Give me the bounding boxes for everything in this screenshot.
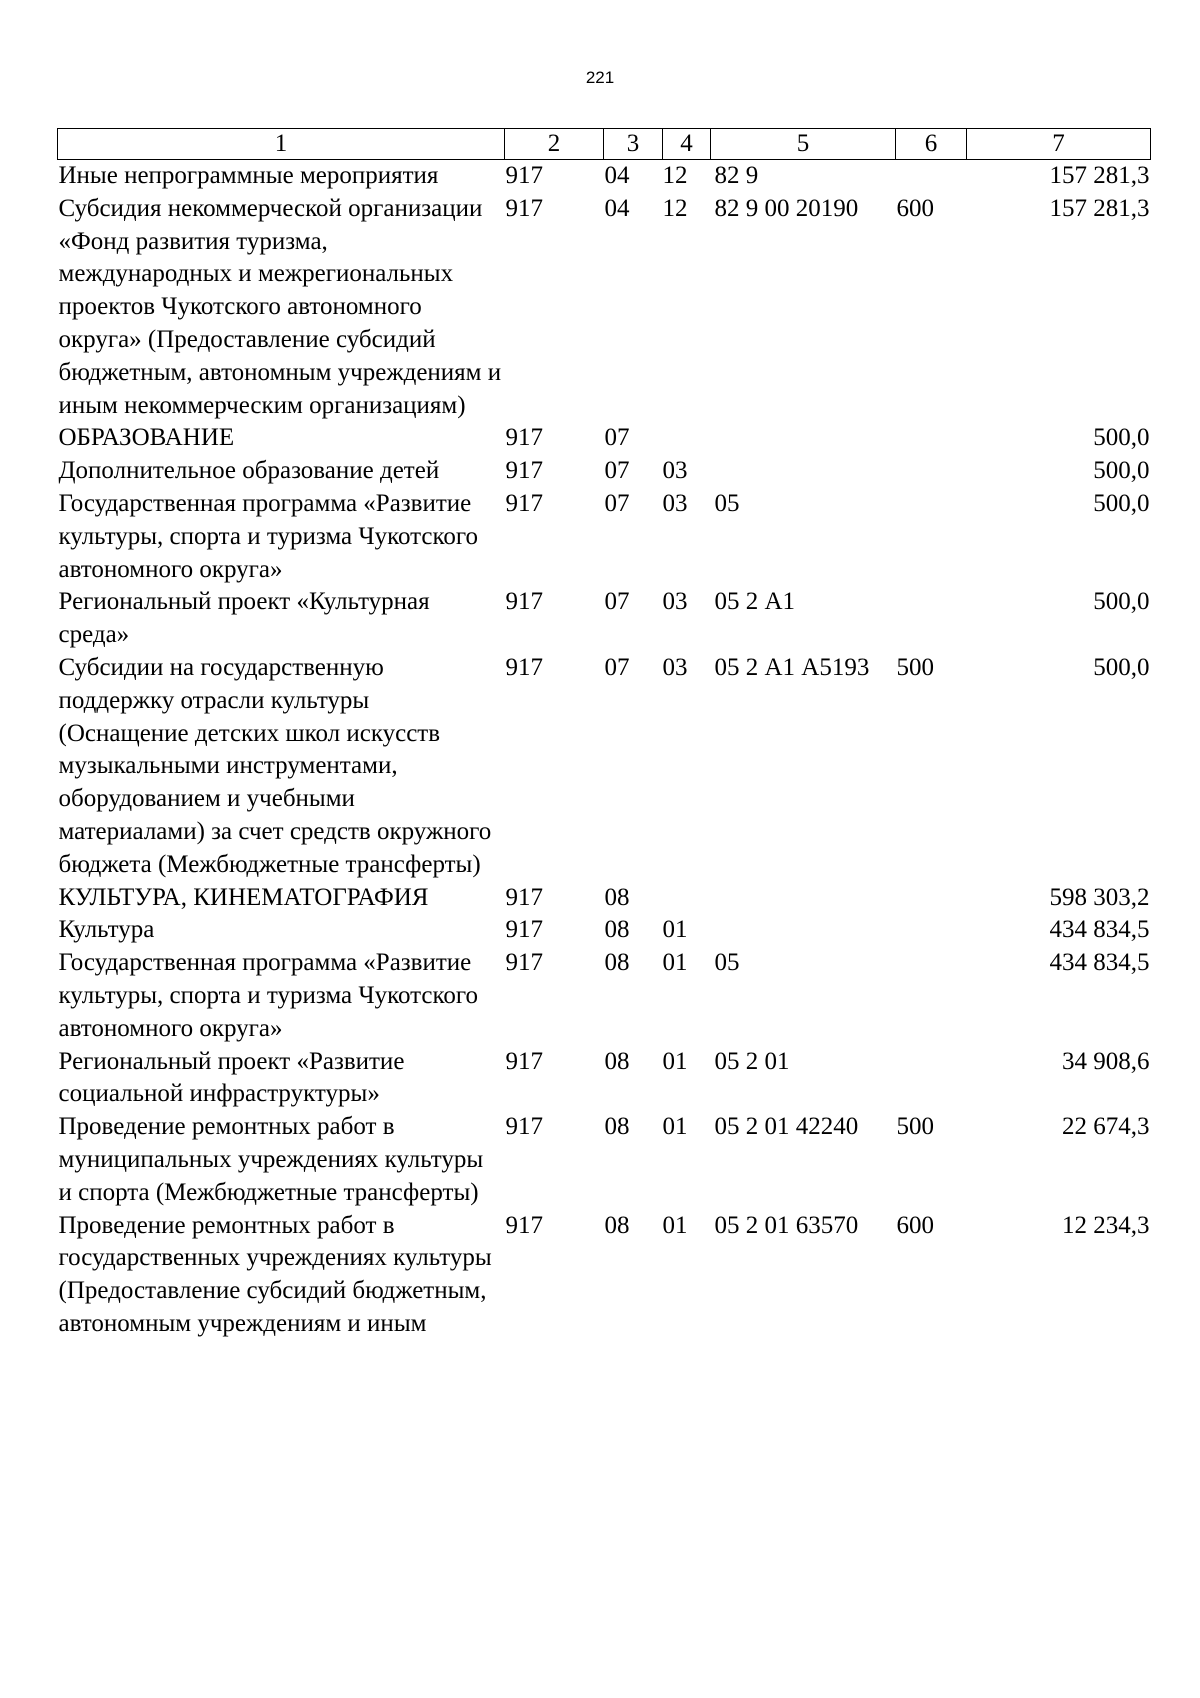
row-target-article: 82 9 bbox=[714, 162, 759, 189]
row-section: 08 bbox=[604, 1047, 630, 1075]
row-section: 08 bbox=[604, 949, 630, 977]
row-name: Региональный проект «Культурная среда» bbox=[58, 588, 430, 649]
row-subsection bbox=[663, 882, 711, 915]
row-subsection: 01 bbox=[662, 916, 688, 944]
row-subsection bbox=[663, 422, 711, 455]
row-target-article: 05 2 01 63570 bbox=[714, 1211, 859, 1239]
row-expense-type bbox=[896, 1046, 967, 1112]
row-name: КУЛЬТУРА, КИНЕМАТОГРАФИЯ bbox=[58, 883, 429, 911]
row-section: 08 bbox=[604, 1113, 630, 1141]
row-subsection: 01 bbox=[662, 1047, 688, 1075]
row-expense-type bbox=[896, 586, 967, 652]
row-amount: 500,0 bbox=[1093, 457, 1150, 485]
row-expense-type bbox=[896, 882, 967, 915]
row-section: 08 bbox=[604, 1211, 630, 1239]
table-row bbox=[58, 586, 1151, 652]
row-subsection: 03 bbox=[662, 457, 688, 485]
row-subsection: 03 bbox=[662, 489, 688, 517]
table-row bbox=[58, 193, 1151, 423]
row-target-article: 05 bbox=[714, 949, 740, 977]
header-col-2: 2 bbox=[505, 129, 604, 160]
table-header bbox=[58, 129, 1151, 160]
row-target-article: 82 9 00 20190 bbox=[714, 194, 859, 222]
row-target-article bbox=[711, 422, 896, 455]
row-name: ОБРАЗОВАНИЕ bbox=[58, 424, 235, 452]
row-name: Региональный проект «Развитие социальной инфраструктуры» bbox=[58, 1047, 405, 1108]
table-row bbox=[58, 488, 1151, 586]
row-target-article: 05 2 А1 А5193 bbox=[714, 653, 870, 681]
row-admin-code: 917 bbox=[505, 1047, 543, 1075]
table-row bbox=[58, 947, 1151, 1045]
table-row bbox=[58, 160, 1151, 193]
row-amount: 434 834,5 bbox=[1049, 916, 1150, 944]
row-section: 07 bbox=[604, 489, 630, 517]
header-col-7: 7 bbox=[967, 129, 1151, 160]
row-subsection: 12 bbox=[662, 162, 688, 189]
row-target-article: 05 2 А1 bbox=[714, 588, 796, 616]
row-amount: 12 234,3 bbox=[1062, 1211, 1150, 1239]
row-expense-type bbox=[896, 947, 967, 1045]
row-subsection: 12 bbox=[662, 194, 688, 222]
row-amount: 157 281,3 bbox=[1049, 194, 1150, 222]
row-target-article: 05 bbox=[714, 489, 740, 517]
table-row bbox=[58, 652, 1151, 882]
row-target-article bbox=[711, 455, 896, 488]
row-target-article bbox=[711, 914, 896, 947]
row-amount: 434 834,5 bbox=[1049, 949, 1150, 977]
header-col-6: 6 bbox=[896, 129, 967, 160]
row-amount: 500,0 bbox=[1093, 588, 1150, 616]
row-amount: 500,0 bbox=[1093, 653, 1150, 681]
row-subsection: 03 bbox=[662, 653, 688, 681]
row-admin-code: 917 bbox=[505, 916, 543, 944]
row-expense-type bbox=[896, 455, 967, 488]
header-col-3: 3 bbox=[604, 129, 663, 160]
row-name: Дополнительное образование детей bbox=[58, 457, 440, 485]
row-admin-code: 917 bbox=[505, 1113, 543, 1141]
row-admin-code: 917 bbox=[505, 949, 543, 977]
header-col-4: 4 bbox=[663, 129, 711, 160]
budget-table bbox=[57, 128, 1151, 1341]
row-name: Проведение ремонтных работ в государственных учреждениях культуры (Предоставление субсидий бюджетным, автономным учреждениям и иным bbox=[58, 1211, 492, 1337]
row-amount: 598 303,2 bbox=[1049, 883, 1150, 911]
row-subsection: 01 bbox=[662, 1113, 688, 1141]
row-expense-type: 500 bbox=[896, 653, 934, 681]
row-expense-type bbox=[896, 914, 967, 947]
row-expense-type bbox=[896, 422, 967, 455]
row-expense-type: 500 bbox=[896, 1113, 934, 1141]
header-col-5: 5 bbox=[711, 129, 896, 160]
row-section: 08 bbox=[604, 916, 630, 944]
row-admin-code: 917 bbox=[505, 588, 543, 616]
row-section: 07 bbox=[604, 424, 630, 452]
row-expense-type bbox=[896, 488, 967, 586]
row-name: Государственная программа «Развитие культуры, спорта и туризма Чукотского автономного округа» bbox=[58, 489, 478, 583]
row-name: Государственная программа «Развитие культуры, спорта и туризма Чукотского автономного округа» bbox=[58, 949, 478, 1042]
header-row bbox=[58, 129, 1151, 160]
row-section: 07 bbox=[604, 457, 630, 485]
row-amount: 157 281,3 bbox=[1049, 162, 1150, 189]
header-col-1: 1 bbox=[58, 129, 505, 160]
table-row bbox=[58, 882, 1151, 915]
row-section: 04 bbox=[604, 162, 630, 189]
row-name: Субсидия некоммерческой организации «Фонд развития туризма, международных и межрегиональных проектов Чукотского автономного округа» (Предоставление субсидий бюджетным, автономным учреждениям и иным некоммерческим организациям) bbox=[58, 194, 502, 419]
row-expense-type bbox=[896, 160, 967, 193]
table-row bbox=[58, 1046, 1151, 1112]
row-admin-code: 917 bbox=[505, 162, 543, 189]
row-amount: 22 674,3 bbox=[1062, 1113, 1150, 1141]
row-name: Иные непрограммные мероприятия bbox=[58, 162, 439, 189]
row-section: 07 bbox=[604, 588, 630, 616]
row-admin-code: 917 bbox=[505, 457, 543, 485]
row-name: Культура bbox=[58, 916, 155, 944]
row-amount: 500,0 bbox=[1093, 424, 1150, 452]
row-admin-code: 917 bbox=[505, 424, 543, 452]
row-name: Субсидии на государственную поддержку отрасли культуры (Оснащение детских школ искусств музыкальными инструментами, оборудованием и учебными материалами) за счет средств окружного бюджета (Межбюджетные трансферты) bbox=[58, 653, 492, 878]
table-row bbox=[58, 914, 1151, 947]
row-target-article bbox=[711, 882, 896, 915]
row-name: Проведение ремонтных работ в муниципальных учреждениях культуры и спорта (Межбюджетные трансферты) bbox=[58, 1113, 484, 1206]
row-expense-type: 600 bbox=[896, 1211, 934, 1239]
row-target-article: 05 2 01 bbox=[714, 1047, 790, 1075]
row-expense-type: 600 bbox=[896, 194, 934, 222]
row-admin-code: 917 bbox=[505, 1211, 543, 1239]
row-amount: 34 908,6 bbox=[1062, 1047, 1150, 1075]
row-section: 04 bbox=[604, 194, 630, 222]
table-row bbox=[58, 1210, 1151, 1341]
row-admin-code: 917 bbox=[505, 653, 543, 681]
table-row bbox=[58, 422, 1151, 455]
table-row bbox=[58, 455, 1151, 488]
row-target-article: 05 2 01 42240 bbox=[714, 1113, 859, 1141]
row-admin-code: 917 bbox=[505, 489, 543, 517]
row-section: 07 bbox=[604, 653, 630, 681]
row-amount: 500,0 bbox=[1093, 489, 1150, 517]
table-body bbox=[58, 160, 1151, 1341]
row-subsection: 01 bbox=[662, 949, 688, 977]
table-row bbox=[58, 1111, 1151, 1209]
page-number: 221 bbox=[585, 68, 615, 87]
row-subsection: 03 bbox=[662, 588, 688, 616]
row-section: 08 bbox=[604, 883, 630, 911]
row-admin-code: 917 bbox=[505, 883, 543, 911]
row-admin-code: 917 bbox=[505, 194, 543, 222]
row-subsection: 01 bbox=[662, 1211, 688, 1239]
